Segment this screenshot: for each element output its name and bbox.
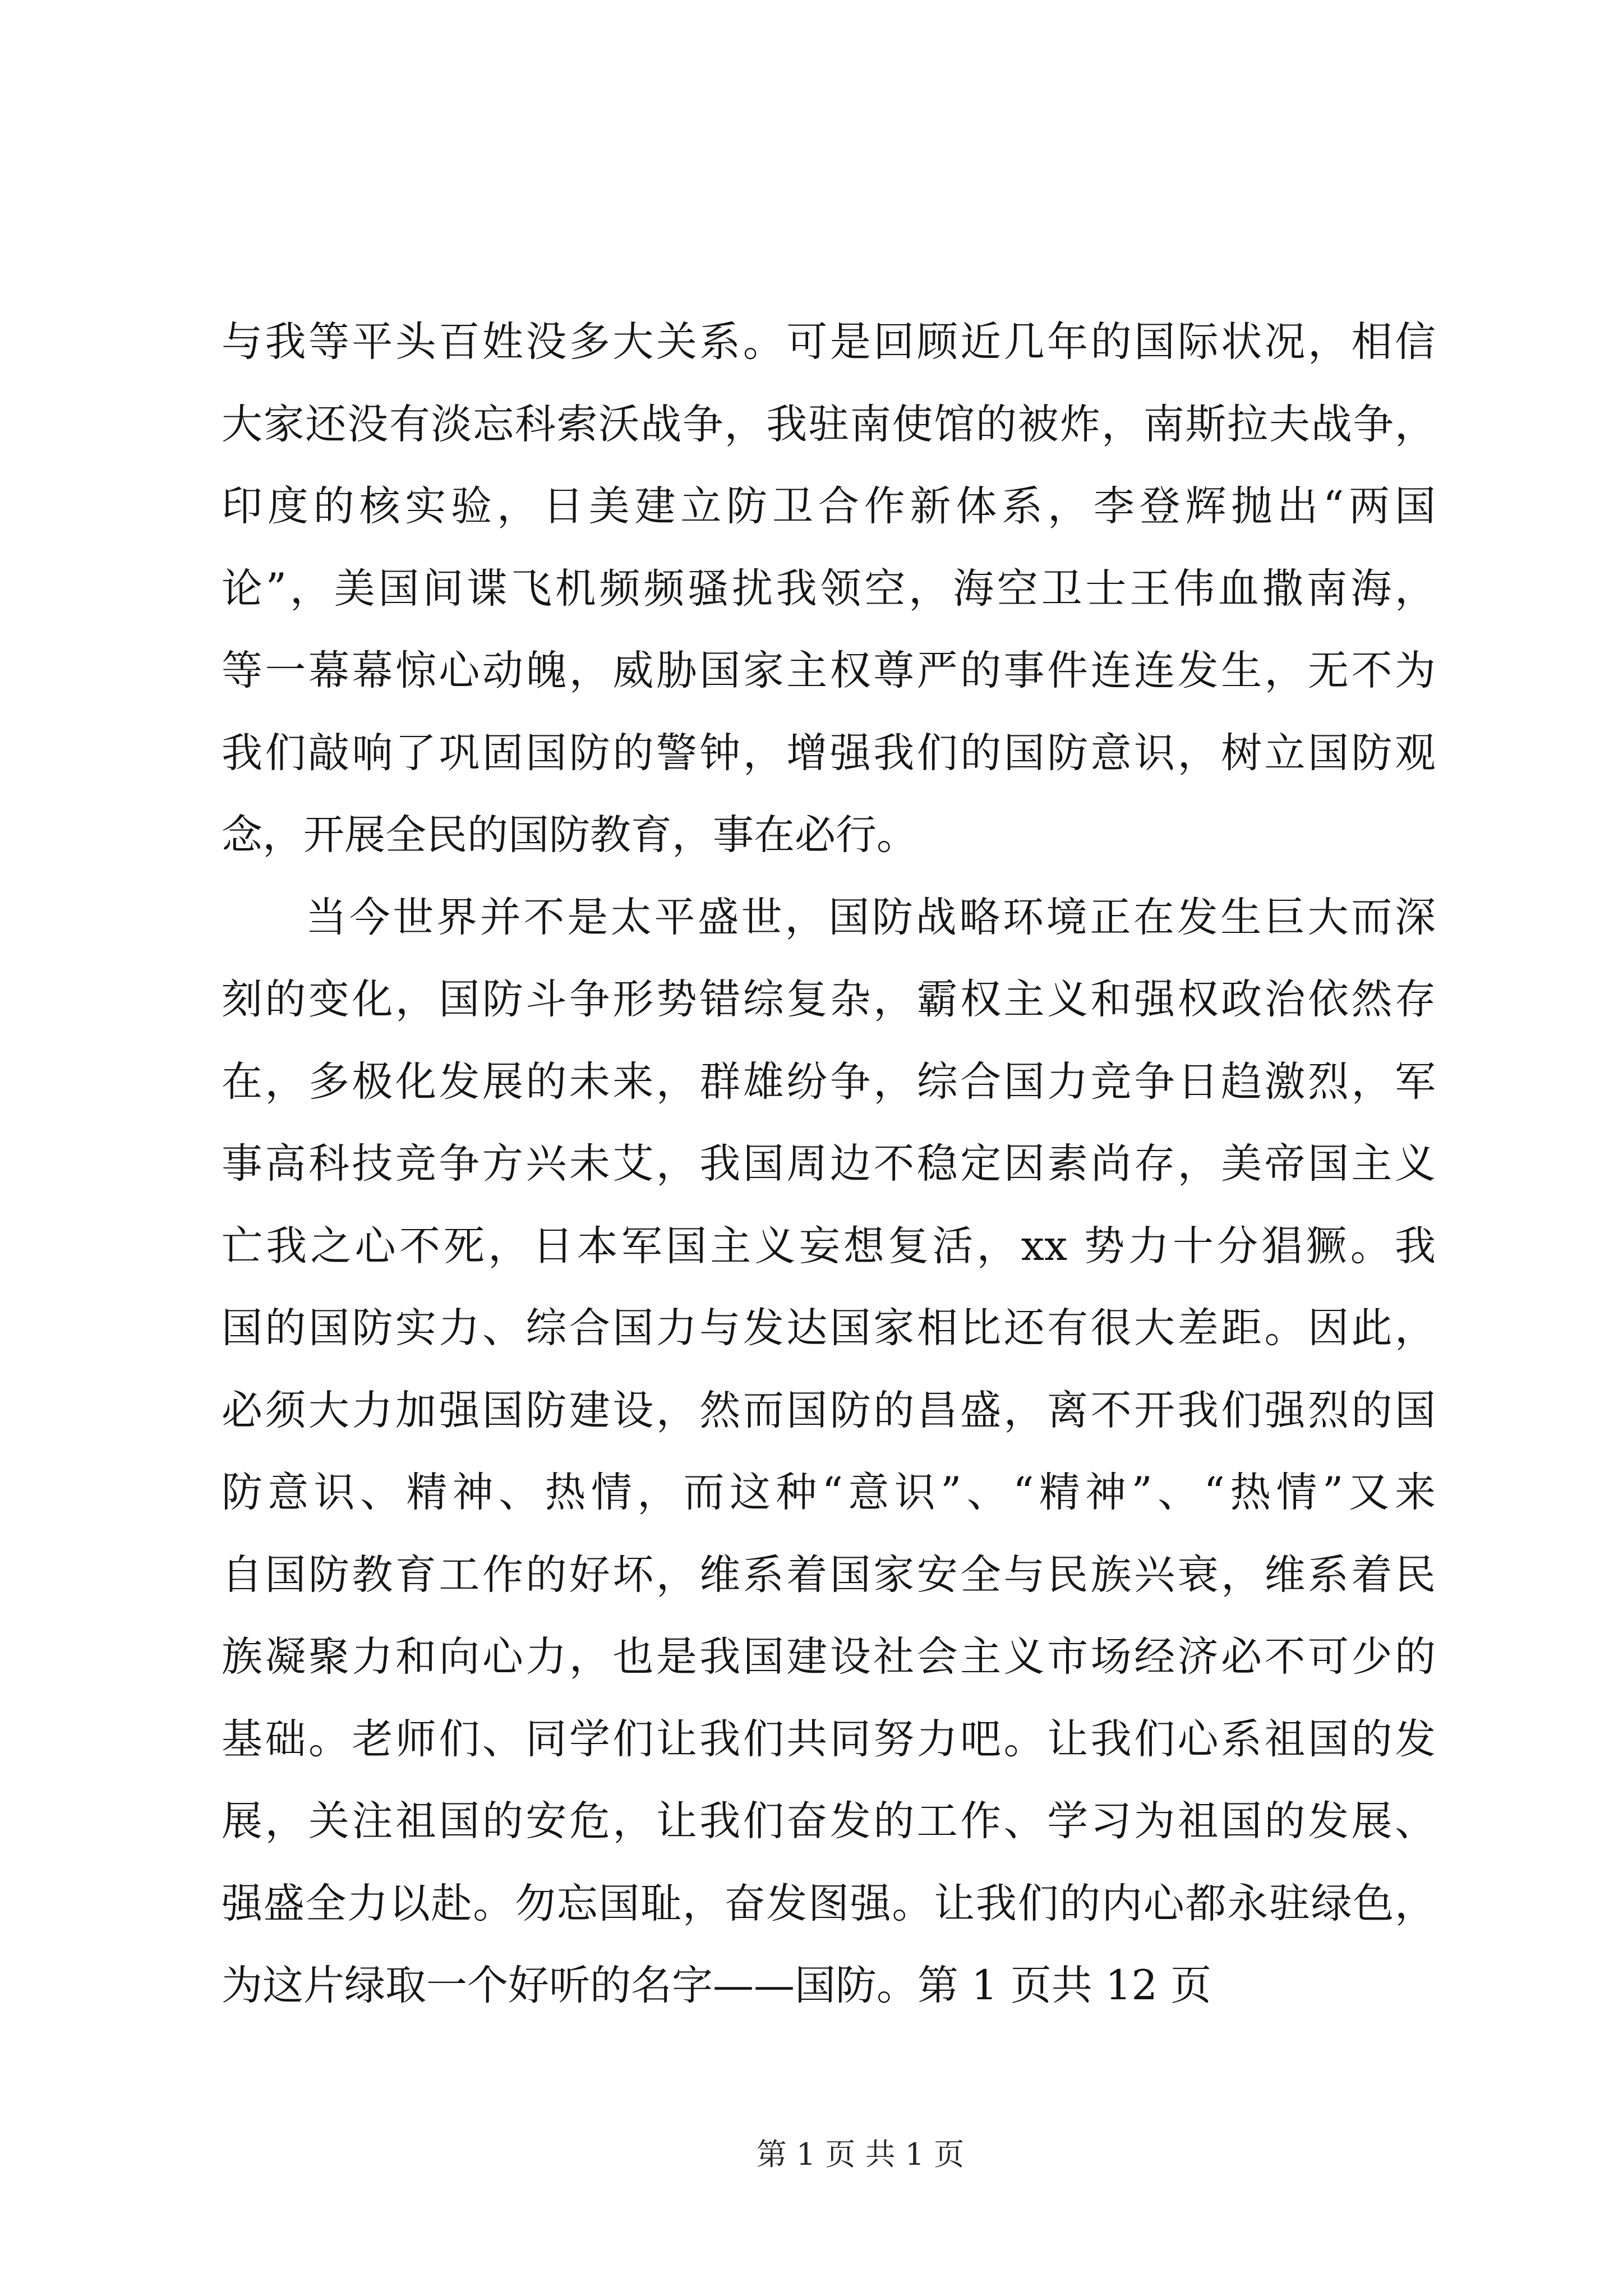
text-line: 与我等平头百姓没多大关系。可是回顾近几年的国际状况，相信 <box>222 318 1436 366</box>
text-line: 基础。老师们、同学们让我们共同努力吧。让我们心系祖国的发 <box>222 1715 1436 1763</box>
page-footer: 第 1 页 共 1 页 <box>756 2137 965 2172</box>
text-line: 为这片绿取一个好听的名字——国防。第 1 页共 12 页 <box>222 1962 1212 2009</box>
text-line: 展，关注祖国的安危，让我们奋发的工作、学习为祖国的发展、 <box>222 1797 1436 1845</box>
text-line: 事高科技竞争方兴未艾，我国周边不稳定因素尚存，美帝国主义 <box>222 1140 1436 1188</box>
document-body <box>222 301 1436 2027</box>
text-line: 防意识、精神、热情，而这种“意识”、“精神”、“热情”又来 <box>222 1469 1436 1516</box>
text-line: 国的国防实力、综合国力与发达国家相比还有很大差距。因此， <box>222 1304 1436 1352</box>
paragraph-2 <box>222 877 1436 2027</box>
text-line: 等一幕幕惊心动魄，威胁国家主权尊严的事件连连发生，无不为 <box>222 647 1436 694</box>
text-line: 亡我之心不死，日本军国主义妄想复活，xx 势力十分猖獗。我 <box>222 1222 1436 1270</box>
text-line: 族凝聚力和向心力，也是我国建设社会主义市场经济必不可少的 <box>222 1633 1436 1681</box>
text-line: 强盛全力以赴。勿忘国耻，奋发图强。让我们的内心都永驻绿色， <box>222 1879 1436 1927</box>
text-line: 论”，美国间谍飞机频频骚扰我领空，海空卫士王伟血撒南海， <box>222 564 1436 613</box>
text-line: 必须大力加强国防建设，然而国防的昌盛，离不开我们强烈的国 <box>222 1386 1436 1434</box>
text-line: 在，多极化发展的未来，群雄纷争，综合国力竞争日趋激烈，军 <box>222 1057 1436 1106</box>
text-line: 自国防教育工作的好坏，维系着国家安全与民族兴衰，维系着民 <box>222 1550 1436 1599</box>
paragraph-1 <box>222 301 1436 877</box>
text-line: 当今世界并不是太平盛世，国防战略环境正在发生巨大而深 <box>306 893 1436 941</box>
text-line: 我们敲响了巩固国防的警钟，增强我们的国防意识，树立国防观 <box>222 729 1436 777</box>
text-line: 印度的核实验，日美建立防卫合作新体系，李登辉抛出“两国 <box>222 482 1436 530</box>
text-line: 刻的变化，国防斗争形势错综复杂，霸权主义和强权政治依然存 <box>222 976 1436 1023</box>
text-line: 念，开展全民的国防教育，事在必行。 <box>222 811 917 859</box>
text-line: 大家还没有淡忘科索沃战争，我驻南使馆的被炸，南斯拉夫战争， <box>222 400 1436 448</box>
